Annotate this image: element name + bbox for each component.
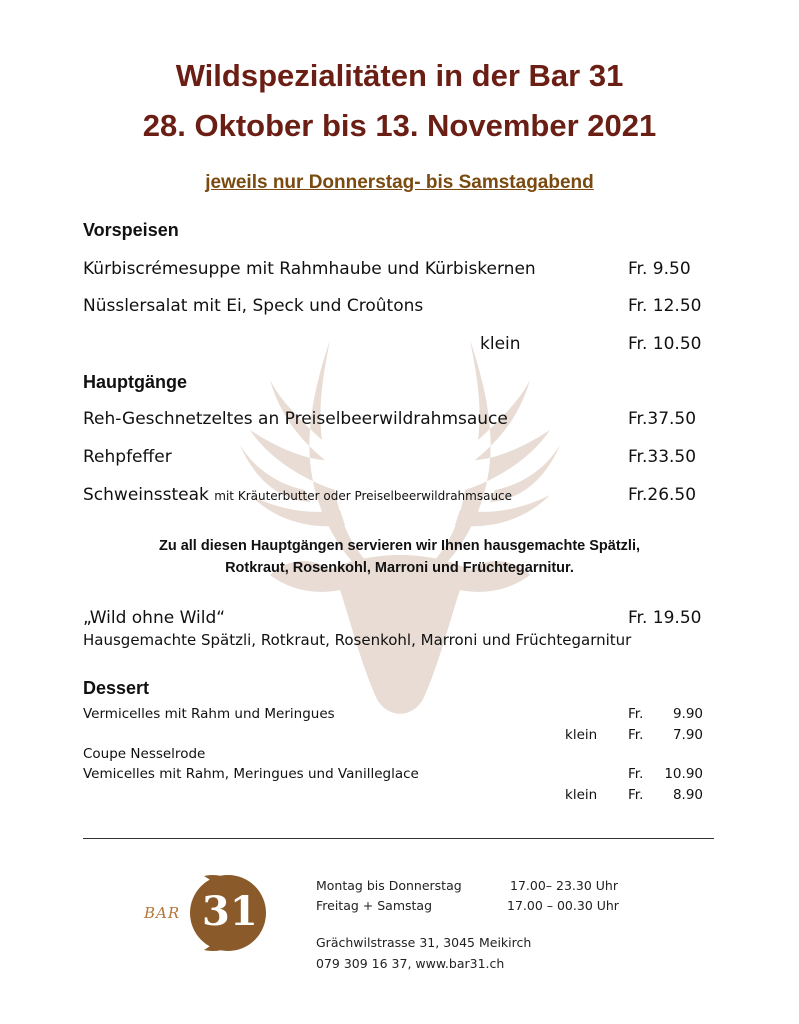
menu-item-price: Fr.26.50 [628,485,697,505]
menu-item-description: Hausgemachte Spätzli, Rotkraut, Rosenkohl, Marroni und Früchtegarnitur [83,631,632,649]
date-range: 28. Oktober bis 13. November 2021 [142,108,657,143]
divider [83,838,714,839]
section-vorspeisen: Vorspeisen [83,220,179,240]
menu-item-name: Schweinssteak [83,485,209,505]
side-dish-note: Rotkraut, Rosenkohl, Marroni und Früchtegarnitur. [225,560,574,576]
side-dish-note: Zu all diesen Hauptgängen servieren wir Ihnen hausgemachte Spätzli, [158,538,641,554]
menu-item-price: Fr. 12.50 [628,296,702,316]
menu-item-name: „Wild ohne Wild“ [83,608,226,628]
dessert-item-name: Vermicelles mit Rahm und Meringues [83,706,335,722]
dessert-price: 9.90 [672,706,703,722]
menu-item-row [83,485,512,505]
menu-item-name: Nüsslersalat mit Ei, Speck und Croûtons [83,296,424,316]
hours-days: Freitag + Samstag [316,898,433,913]
klein-label: klein [565,727,598,743]
klein-label: klein [565,787,598,803]
menu-item-price: Fr.33.50 [628,447,697,467]
menu-item-suffix: mit Kräuterbutter oder Preiselbeerwildrahmsauce [214,489,513,503]
stag-watermark-icon [210,320,590,740]
dessert-currency: Fr. [628,787,644,803]
menu-item-price: Fr. 19.50 [628,608,702,628]
menu-item-price: Fr.37.50 [628,409,697,429]
section-dessert: Dessert [83,678,150,698]
dessert-currency: Fr. [628,706,644,722]
klein-price: Fr. 10.50 [628,334,702,354]
dessert-price: 8.90 [672,787,703,803]
hours-days: Montag bis Donnerstag [316,878,462,893]
dessert-currency: Fr. [628,766,644,782]
section-hauptgaenge: Hauptgänge [83,372,188,392]
menu-item-name: Rehpfeffer [83,447,172,467]
address: Grächwilstrasse 31, 3045 Meikirch [316,935,532,950]
logo-number: 31 [202,888,258,935]
dessert-currency: Fr. [628,727,644,743]
menu-item-name: Kürbiscrémesuppe mit Rahmhaube und Kürbiskernen [83,259,536,279]
contact: 079 309 16 37, www.bar31.ch [316,956,505,971]
dessert-price: 7.90 [672,727,703,743]
klein-label: klein [480,334,521,354]
dessert-price: 10.90 [664,766,703,782]
dessert-item-name: Coupe Nesselrode [83,746,206,762]
subtitle: jeweils nur Donnerstag- bis Samstagabend [205,172,594,193]
menu-item-name: Reh-Geschnetzeltes an Preiselbeerwildrahmsauce [83,409,508,429]
hours-time: 17.00 – 00.30 Uhr [507,898,619,913]
page-title: Wildspezialitäten in der Bar 31 [175,58,624,93]
dessert-item-description: Vemicelles mit Rahm, Meringues und Vanilleglace [83,766,419,782]
menu-item-price: Fr. 9.50 [628,259,691,279]
hours-time: 17.00– 23.30 Uhr [510,878,618,893]
logo-text: BAR [144,904,181,922]
